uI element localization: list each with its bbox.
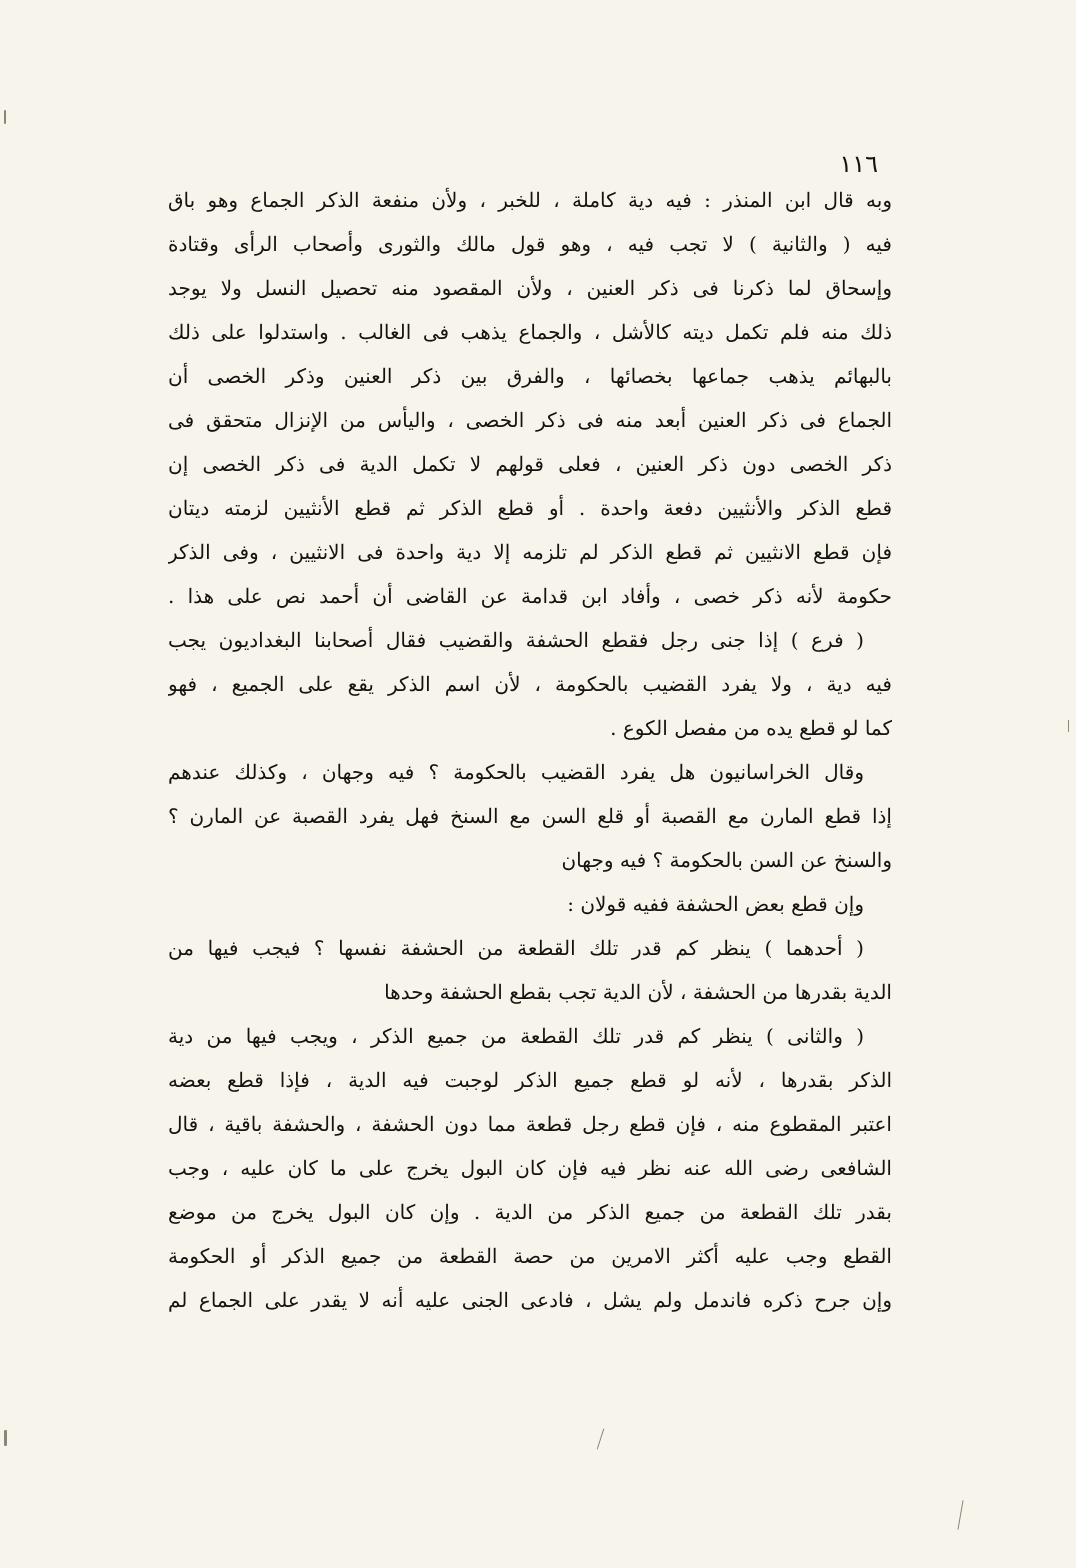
paper-speck bbox=[4, 110, 6, 124]
text-line: وإن جرح ذكره فاندمل ولم يشل ، فادعى الجنى عليه أنه لا يقدر على الجماع لم bbox=[168, 1288, 892, 1312]
text-line: القطع وجب عليه أكثر الامرين من حصة القطعة من جميع الذكر أو الحكومة bbox=[168, 1244, 892, 1268]
text-line: إذا قطع المارن مع القصبة أو قلع السن مع السنخ فهل يفرد القصبة عن المارن ؟ bbox=[168, 804, 892, 828]
paper-speck bbox=[597, 1428, 605, 1449]
text-line: وإن قطع بعض الحشفة ففيه قولان : bbox=[567, 892, 864, 916]
text-line: الدية بقدرها من الحشفة ، لأن الدية تجب بقطع الحشفة وحدها bbox=[384, 980, 892, 1004]
text-line: ( أحدهما ) ينظر كم قدر تلك القطعة من الحشفة نفسها ؟ فيجب فيها من bbox=[168, 936, 864, 960]
text-line: وقال الخراسانيون هل يفرد القضيب بالحكومة ؟ فيه وجهان ، وكذلك عندهم bbox=[168, 760, 864, 784]
paper-speck bbox=[4, 1430, 7, 1446]
text-line: الذكر بقدرها ، لأنه لو قطع جميع الذكر لوجبت فيه الدية ، فإذا قطع بعضه bbox=[168, 1068, 892, 1092]
paper-speck bbox=[957, 1500, 963, 1530]
text-line: قطع الذكر والأنثيين دفعة واحدة . أو قطع الذكر ثم قطع الأنثيين لزمته ديتان bbox=[168, 496, 892, 520]
text-line: ذكر الخصى دون ذكر العنين ، فعلى قولهم لا تكمل الدية فى ذكر الخصى إن bbox=[168, 452, 892, 476]
text-line: بالبهائم يذهب جماعها بخصائها ، والفرق بين ذكر العنين وذكر الخصى أن bbox=[168, 364, 892, 388]
text-line: بقدر تلك القطعة من جميع الذكر من الدية . وإن كان البول يخرج من موضع bbox=[168, 1200, 892, 1224]
text-line: ذلك منه فلم تكمل ديته كالأشل ، والجماع يذهب فى الغالب . واستدلوا على ذلك bbox=[168, 320, 892, 344]
text-line: فيه ( والثانية ) لا تجب فيه ، وهو قول مالك والثورى وأصحاب الرأى وقتادة bbox=[168, 232, 892, 256]
text-line: والسنخ عن السن بالحكومة ؟ فيه وجهان bbox=[561, 848, 892, 872]
text-line: كما لو قطع يده من مفصل الكوع . bbox=[610, 716, 892, 740]
body-text bbox=[168, 178, 892, 1322]
text-line: فإن قطع الانثيين ثم قطع الذكر لم تلزمه إلا دية واحدة فى الانثيين ، وفى الذكر bbox=[168, 540, 892, 564]
text-line: ( فرع ) إذا جنى رجل فقطع الحشفة والقضيب فقال أصحابنا البغداديون يجب bbox=[168, 628, 864, 652]
text-line: الشافعى رضى الله عنه نظر فيه فإن كان البول يخرج على ما كان عليه ، وجب bbox=[168, 1156, 892, 1180]
text-line: وإسحاق لما ذكرنا فى ذكر العنين ، ولأن المقصود منه تحصيل النسل ولا يوجد bbox=[168, 276, 892, 300]
text-line: ( والثانى ) ينظر كم قدر تلك القطعة من جميع الذكر ، ويجب فيها من دية bbox=[168, 1024, 864, 1048]
text-line: الجماع فى ذكر العنين أبعد منه فى ذكر الخصى ، واليأس من الإنزال متحقق فى bbox=[168, 408, 892, 432]
text-line: اعتبر المقطوع منه ، فإن قطع رجل قطعة مما دون الحشفة ، والحشفة باقية ، قال bbox=[168, 1112, 892, 1136]
text-line: حكومة لأنه ذكر خصى ، وأفاد ابن قدامة عن القاضى أن أحمد نص على هذا . bbox=[168, 584, 892, 608]
text-line: فيه دية ، ولا يفرد القضيب بالحكومة ، لأن اسم الذكر يقع على الجميع ، فهو bbox=[168, 672, 892, 696]
page-number: ١١٦ bbox=[839, 150, 878, 178]
paper-speck bbox=[1068, 720, 1069, 732]
text-line: وبه قال ابن المنذر : فيه دية كاملة ، للخبر ، ولأن منفعة الذكر الجماع وهو باق bbox=[168, 188, 892, 212]
